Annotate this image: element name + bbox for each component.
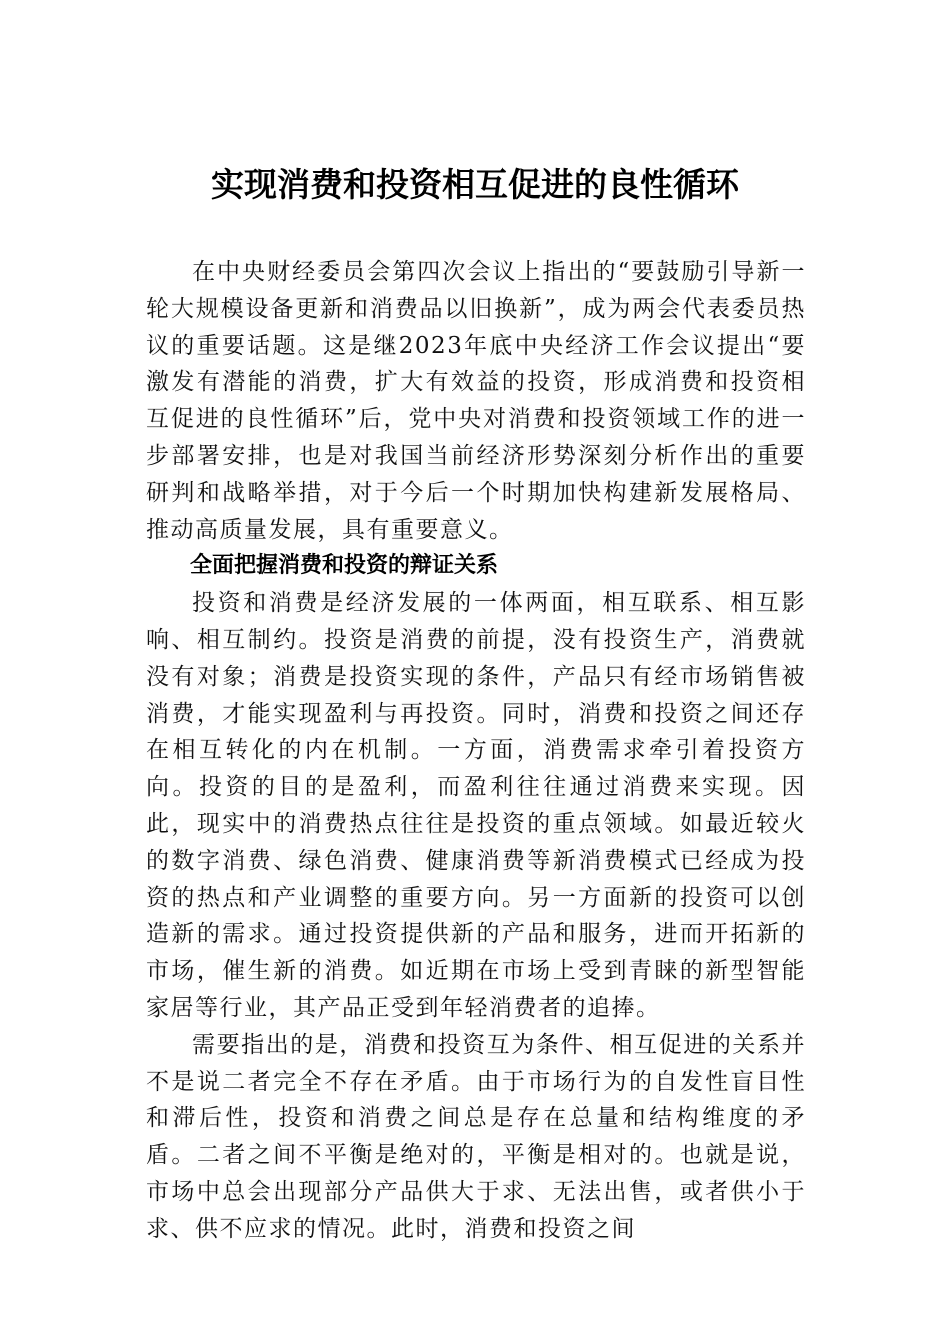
paragraph-contradiction: 需要指出的是，消费和投资互为条件、相互促进的关系并不是说二者完全不存在矛盾。由于市场行为的自发性盲目性和滞后性，投资和消费之间总是存在总量和结构维度的矛盾。二者之间不平衡是绝对的，平衡是相对的。也就是说，市场中总会出现部分产品供大于求、无法出售，或者供小于求、供不应求的情况。此时，消费和投资之间 [146, 1031, 806, 1242]
document-title: 实现消费和投资相互促进的良性循环 [211, 165, 739, 204]
section-heading: 全面把握消费和投资的辩证关系 [190, 553, 499, 579]
document-body [146, 254, 806, 1248]
paragraph-intro: 在中央财经委员会第四次会议上指出的“要鼓励引导新一轮大规模设备更新和消费品以旧换新”，成为两会代表委员热议的重要话题。这是继2023年底中央经济工作会议提出“要激发有潜能的消费，扩大有效益的投资，形成消费和投资相互促进的良性循环”后，党中央对消费和投资领域工作的进一步部署安排，也是对我国当前经济形势深刻分析作出的重要研判和战略举措，对于今后一个时期加快构建新发展格局、推动高质量发展，具有重要意义。 [146, 259, 806, 543]
paragraph-dialectic: 投资和消费是经济发展的一体两面，相互联系、相互影响、相互制约。投资是消费的前提，没有投资生产，消费就没有对象；消费是投资实现的条件，产品只有经市场销售被消费，才能实现盈利与再投资。同时，消费和投资之间还存在相互转化的内在机制。一方面，消费需求牵引着投资方向。投资的目的是盈利，而盈利往往通过消费来实现。因此，现实中的消费热点往往是投资的重点领域。如最近较火的数字消费、绿色消费、健康消费等新消费模式已经成为投资的热点和产业调整的重要方向。另一方面新的投资可以创造新的需求。通过投资提供新的产品和服务，进而开拓新的市场，催生新的消费。如近期在市场上受到青睐的新型智能家居等行业，其产品正受到年轻消费者的追捧。 [146, 590, 806, 1021]
